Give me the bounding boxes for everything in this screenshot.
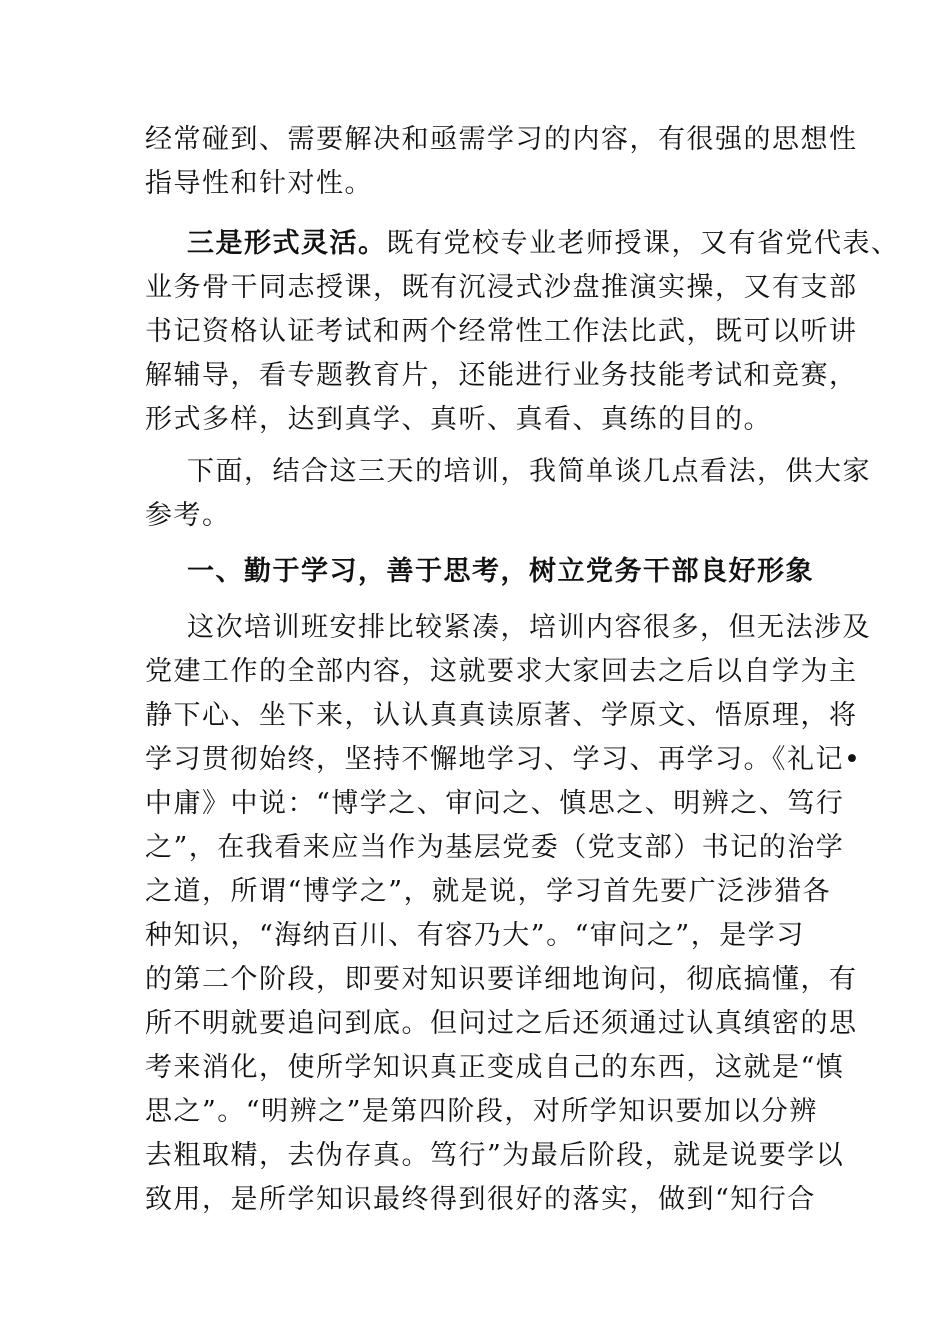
line-text: 静下心、坐下来，认认真真读原著、学原文、悟原理，将 [145,700,858,731]
line-text: 中庸》中说：“博学之、审问之、慎思之、明辨之、笃行 [145,788,845,819]
paragraph-line [145,650,858,694]
line-text: 种知识，“海纳百川、有容乃大”。“审问之”，是学习 [145,920,805,951]
line-text: 既有党校专业老师授课，又有省党代表、 [386,228,900,259]
line-text: 下面，结合这三天的培训，我简单谈几点看法，供大家 [187,456,871,487]
paragraph-line [145,310,858,354]
bold-lead: 三是形式灵活。 [187,228,387,259]
paragraph-line [145,694,858,738]
line-text: 形式多样，达到真学、真听、真看、真练的目的。 [145,404,772,435]
line-text: 经常碰到、需要解决和亟需学习的内容，有很强的思想性 [145,124,858,155]
line-text: 书记资格认证考试和两个经常性工作法比武，既可以听讲 [145,316,858,347]
line-text: 解辅导，看专题教育片，还能进行业务技能考试和竞赛， [145,360,858,391]
line-text: 业务骨干同志授课，既有沉浸式沙盘推演实操，又有支部 [145,272,858,303]
line-text: 参考。 [145,500,231,531]
paragraph-line [145,1090,818,1134]
paragraph-line [145,826,845,870]
paragraph-line [145,1002,858,1046]
paragraph-line [187,222,900,266]
line-text: 去粗取精，去伪存真。笃行”为最后阶段，就是说要学以 [145,1140,845,1171]
line-text: 之道，所谓“博学之”，就是说，学习首先要广泛涉猎各 [145,876,832,907]
paragraph-line [145,958,858,1002]
line-text: 所不明就要追问到底。但问过之后还须通过认真缜密的思 [145,1008,858,1039]
paragraph-line [145,1134,845,1178]
line-text: 之”，在我看来应当作为基层党委（党支部）书记的治学 [145,832,845,863]
paragraph-line [145,782,845,826]
paragraph-line [145,494,815,538]
paragraph-line [145,1178,815,1222]
line-text: 考来消化，使所学知识真正变成自己的东西，这就是“慎 [145,1052,845,1083]
line-text: 致用，是所学知识最终得到很好的落实，做到“知行合 [145,1184,816,1215]
line-text: 党建工作的全部内容，这就要求大家回去之后以自学为主 [145,656,858,687]
line-text: 学习贯彻始终，坚持不懈地学习、学习、再学习。《礼记• [145,744,862,775]
line-text: 的第二个阶段，即要对知识要详细地询问，彻底搞懂，有 [145,964,858,995]
line-text: 思之”。“明辨之”是第四阶段，对所学知识要加以分辨 [145,1096,818,1127]
paragraph-line [187,450,871,494]
paragraph-line [145,162,815,206]
paragraph-line [145,118,858,162]
section-heading [187,550,857,594]
heading-text: 一、勤于学习，善于思考，树立党务干部良好形象 [187,556,814,587]
paragraph-line [187,606,871,650]
paragraph-line [145,738,862,782]
line-text: 这次培训班安排比较紧凑，培训内容很多，但无法涉及 [187,612,871,643]
paragraph-line [145,398,815,442]
paragraph-line [145,354,858,398]
paragraph-line [145,1046,845,1090]
paragraph-line [145,266,858,310]
paragraph-line [145,870,832,914]
paragraph-line [145,914,815,958]
line-text: 指导性和针对性。 [145,168,373,199]
